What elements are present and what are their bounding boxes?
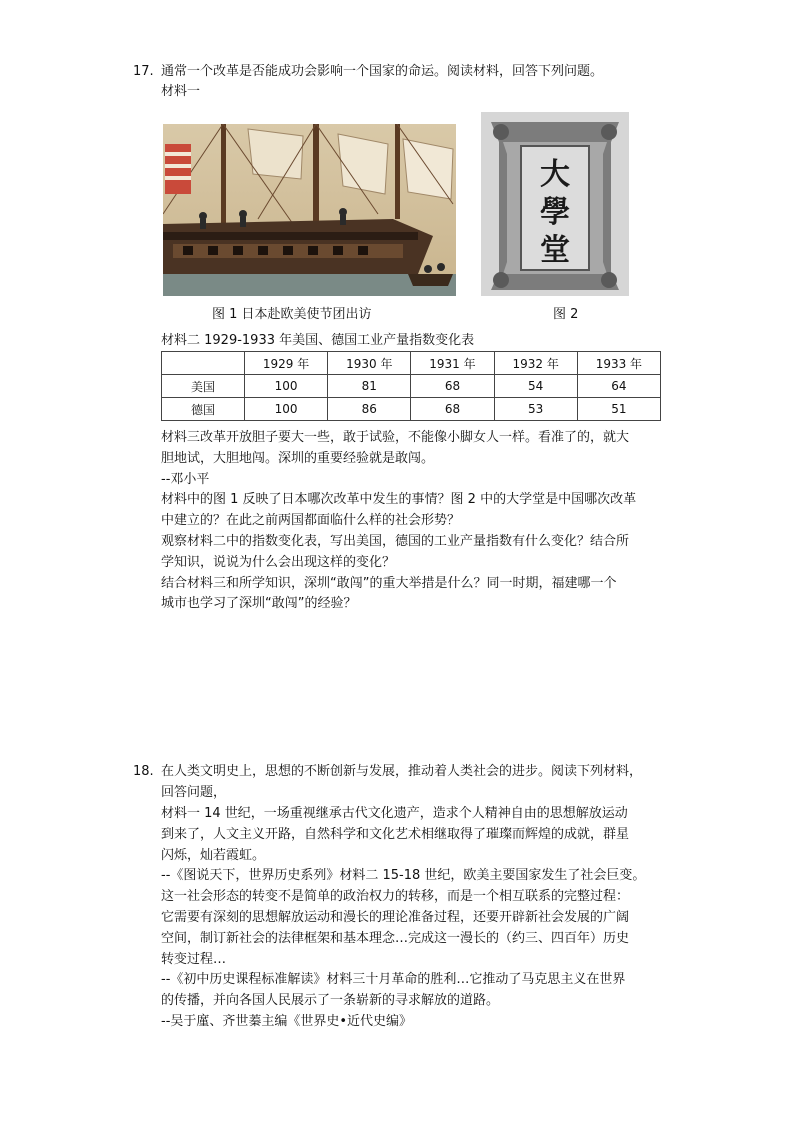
table-cell: 68 — [411, 398, 494, 421]
q17-body-line: 观察材料二中的指数变化表，写出美国，德国的工业产量指数有什么变化？结合所 — [161, 534, 630, 549]
table-header-cell: 1929 年 — [245, 352, 328, 375]
q18-line: 回答问题， — [161, 785, 227, 800]
table-cell: 54 — [494, 375, 577, 398]
q18-line: 这一社会形态的转变不是简单的政治权力的转移，而是一个相互联系的完整过程： — [161, 889, 630, 904]
q18-line: --《图说天下，世界历史系列》材料二 15-18 世纪，欧美主要国家发生了社会巨变。 — [161, 868, 646, 883]
table-cell: 51 — [577, 398, 660, 421]
table-cell: 美国 — [162, 375, 245, 398]
figure-1-caption: 图 1 日本赴欧美使节团出访 — [212, 307, 372, 322]
material-1-label: 材料一 — [161, 84, 201, 99]
q17-body-line: 结合材料三和所学知识，深圳“敢闯”的重大举措是什么？同一时期，福建哪一个 — [161, 576, 617, 591]
table-cell: 68 — [411, 375, 494, 398]
table-cell: 64 — [577, 375, 660, 398]
q17-body-line: --邓小平 — [161, 472, 210, 487]
q18-line: 材料一 14 世纪，一场重视继承古代文化遗产，造求个人精神自由的思想解放运动 — [161, 806, 628, 821]
q17-body-line: 城市也学习了深圳“敢闯”的经验？ — [161, 596, 357, 611]
table-cell: 81 — [328, 375, 411, 398]
table-header-cell: 1933 年 — [577, 352, 660, 375]
plaque-char-3: 堂 — [540, 233, 570, 268]
figure-2-caption: 图 2 — [553, 307, 579, 322]
table-cell: 86 — [328, 398, 411, 421]
question-17-number: 17. — [133, 64, 154, 79]
q17-body-line: 胆地试，大胆地闯。深圳的重要经验就是敢闯。 — [161, 451, 435, 466]
table-row — [162, 398, 661, 421]
table-header-row — [162, 352, 661, 375]
q18-line: 在人类文明史上，思想的不断创新与发展，推动着人类社会的进步。阅读下列材料， — [161, 764, 643, 779]
q18-line: 的传播，并向各国人民展示了一条崭新的寻求解放的道路。 — [161, 993, 500, 1008]
q18-line: 到来了，人文主义开路，自然科学和文化艺术相继取得了璀璨而辉煌的成就，群星 — [161, 827, 630, 842]
material-2-title: 材料二 1929-1933 年美国、德国工业产量指数变化表 — [161, 333, 475, 348]
production-index-table — [161, 351, 661, 421]
q17-body-line: 材料中的图 1 反映了日本哪次改革中发生的事情？图 2 中的大学堂是中国哪次改革 — [161, 492, 637, 507]
table-header-cell: 1930 年 — [328, 352, 411, 375]
table-header-cell — [162, 352, 245, 375]
question-17-prompt: 通常一个改革是否能成功会影响一个国家的命运。阅读材料，回答下列问题。 — [161, 64, 604, 79]
table-cell: 100 — [245, 398, 328, 421]
q17-body-line: 中建立的？在此之前两国都面临什么样的社会形势？ — [161, 513, 461, 528]
table-row — [162, 375, 661, 398]
table-header-cell: 1932 年 — [494, 352, 577, 375]
table-cell: 53 — [494, 398, 577, 421]
figure-1-ship-painting — [163, 124, 456, 296]
q18-line: 闪烁，灿若霞虹。 — [161, 848, 266, 863]
plaque-char-1: 大 — [540, 157, 570, 192]
table-cell: 100 — [245, 375, 328, 398]
q17-body-line: 材料三改革开放胆子要大一些，敢于试验，不能像小脚女人一样。看准了的，就大 — [161, 430, 630, 445]
plaque-char-2: 學 — [540, 195, 570, 230]
q18-line: 空间，制订新社会的法律框架和基本理念…完成这一漫长的（约三、四百年）历史 — [161, 931, 630, 946]
q18-line: --《初中历史课程标准解读》材料三十月革命的胜利…它推动了马克思主义在世界 — [161, 972, 626, 987]
question-18-number: 18. — [133, 764, 154, 779]
table-header-cell: 1931 年 — [411, 352, 494, 375]
q18-line: --吴于廑、齐世蓁主编《世界史•近代史编》 — [161, 1014, 413, 1029]
table-cell: 德国 — [162, 398, 245, 421]
q17-body-line: 学知识，说说为什么会出现这样的变化？ — [161, 555, 396, 570]
q18-line: 它需要有深刻的思想解放运动和漫长的理论准备过程，还要开辟新社会发展的广阔 — [161, 910, 630, 925]
q18-line: 转变过程… — [161, 952, 227, 967]
figure-2-university-plaque — [481, 112, 629, 296]
